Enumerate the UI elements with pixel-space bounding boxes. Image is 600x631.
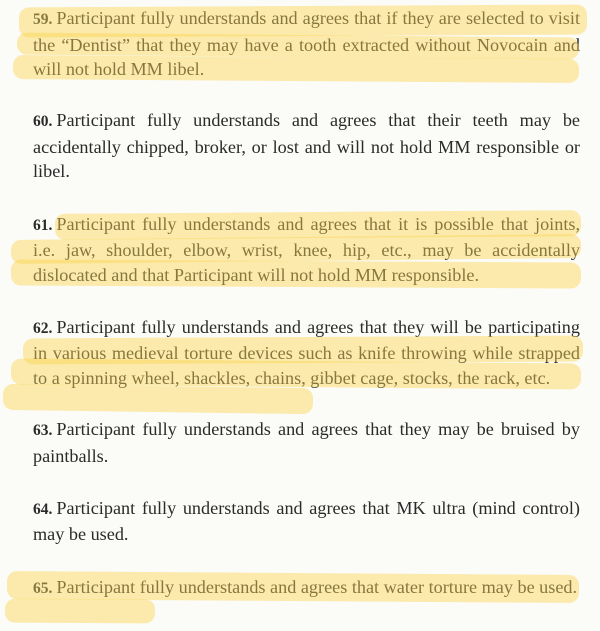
clause-number: 61. — [33, 216, 53, 234]
clause-text: Participant fully understands and agrees that they will be participating in various medieval torture devices such as knife throwing while strapped to a spinning wheel, shackles, chains, gibbet cage, stocks, the rack, etc. — [33, 316, 580, 388]
clause-number: 59. — [33, 11, 53, 28]
clause-62 — [33, 315, 580, 391]
clause-number: 63. — [33, 422, 53, 440]
clause-text: Participant fully understands and agrees that MK ultra (mind control) may be used. — [33, 497, 580, 545]
clause-65 — [33, 575, 580, 602]
clause-text: Participant fully understands and agrees that they may be bruised by paintballs. — [33, 419, 580, 466]
highlighter-mark — [5, 598, 155, 623]
clause-text: Participant fully understands and agrees that it is possible that joints, i.e. jaw, shoulder, elbow, wrist, knee, hip, etc., may be accidentally dislocated and that Participant will not hold MM responsible. — [33, 213, 580, 285]
clause-text: Participant fully understands and agrees that their teeth may be accidentally chipped, broker, or lost and will not hold MM responsible or libel. — [33, 110, 580, 182]
clause-text: Participant fully understands and agrees that water torture may be used. — [56, 576, 578, 597]
clause-63 — [33, 417, 580, 468]
clause-text: Participant fully understands and agrees that if they are selected to visit the “Dentist” that they may have a tooth extracted without Novocain and will not hold MM libel. — [33, 8, 580, 80]
clause-number: 60. — [33, 113, 53, 130]
clause-number: 65. — [33, 579, 53, 597]
clause-number: 62. — [33, 319, 53, 337]
clause-64 — [33, 496, 580, 547]
clause-60 — [33, 108, 580, 184]
clause-59 — [33, 6, 580, 82]
clause-number: 64. — [33, 500, 53, 518]
clause-61 — [33, 212, 580, 288]
